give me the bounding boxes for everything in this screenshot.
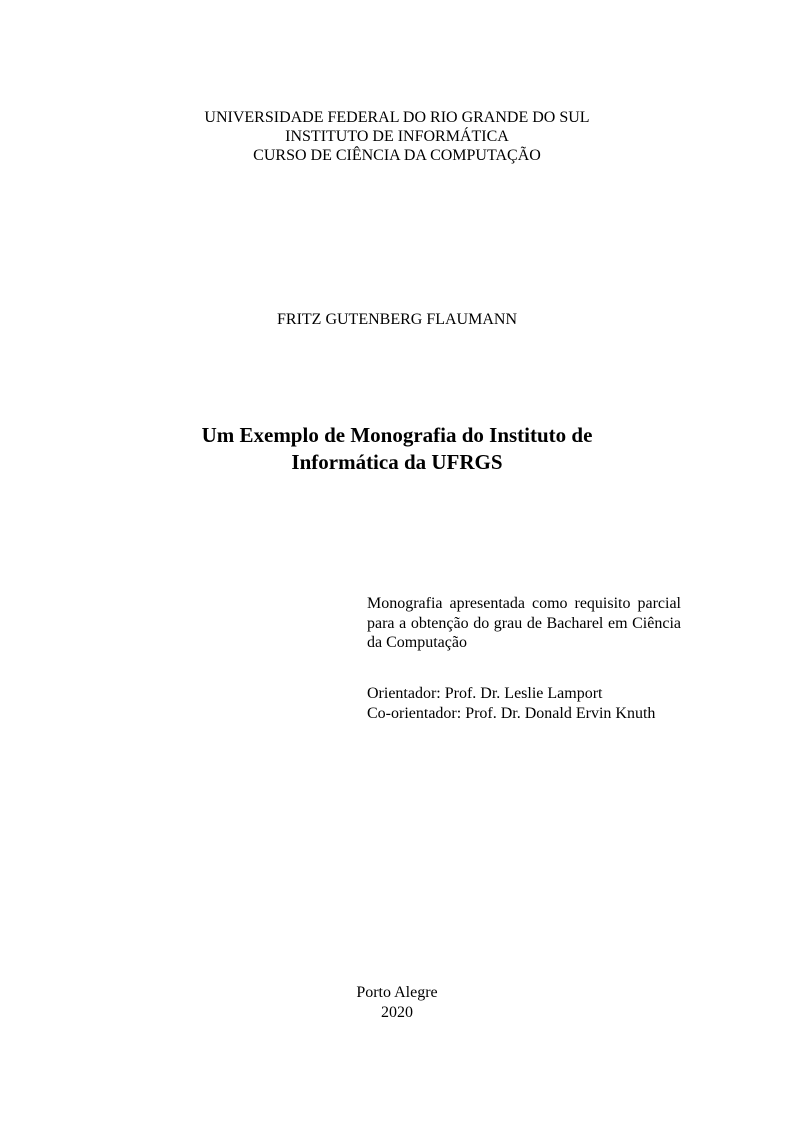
- title-line-2: Informática da UFRGS: [291, 450, 503, 474]
- institute-name: INSTITUTO DE INFORMÁTICA: [285, 128, 509, 145]
- coadvisor-line: Co-orientador: Prof. Dr. Donald Ervin Knuth: [367, 704, 656, 722]
- location: Porto Alegre: [356, 984, 438, 1001]
- title-line-1: Um Exemplo de Monografia do Instituto de: [201, 423, 593, 447]
- author-block: [0, 310, 794, 329]
- institution-header: [0, 108, 794, 165]
- author-name: FRITZ GUTENBERG FLAUMANN: [277, 311, 517, 328]
- course-name: CURSO DE CIÊNCIA DA COMPUTAÇÃO: [253, 147, 541, 164]
- year: 2020: [381, 1003, 413, 1021]
- advisor-line: Orientador: Prof. Dr. Leslie Lamport: [367, 685, 603, 702]
- thesis-note: Monografia apresentada como requisito parcial para a obtenção do grau de Bacharel em Ciência da Computação: [367, 595, 681, 651]
- university-name: UNIVERSIDADE FEDERAL DO RIO GRANDE DO SUL: [204, 109, 590, 126]
- place-year-block: [0, 983, 794, 1022]
- document-title: [0, 422, 794, 476]
- advisors-block: [367, 684, 697, 723]
